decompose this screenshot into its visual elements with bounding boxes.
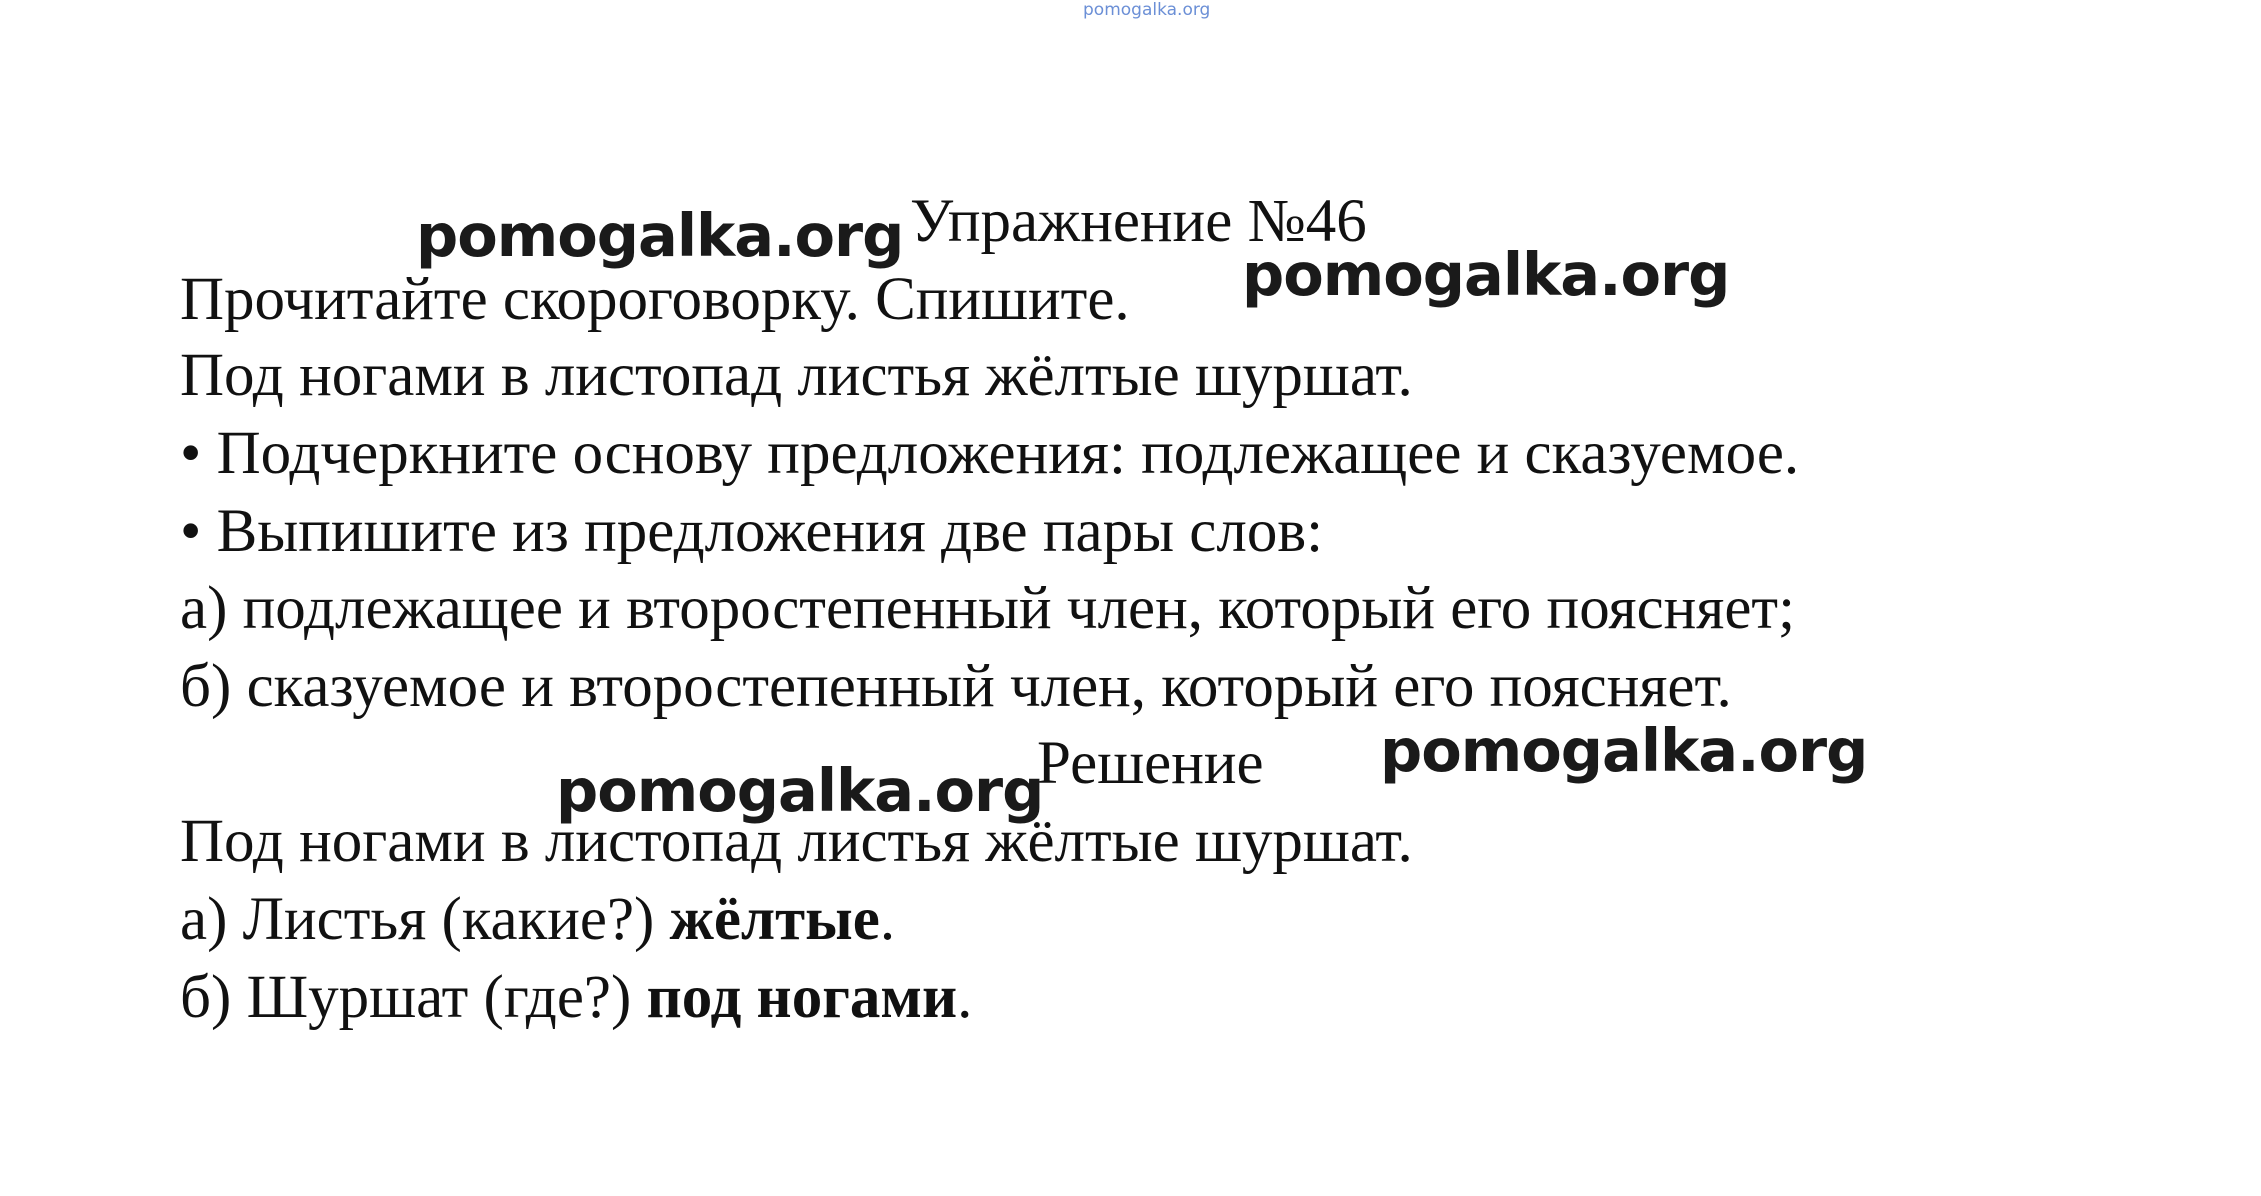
watermark: pomogalka.org xyxy=(416,201,904,270)
tongue-twister: Под ногами в листопад листья жёлтые шуршат. xyxy=(180,342,1413,409)
task-item-a: а) подлежащее и второстепенный член, который его поясняет; xyxy=(180,575,1796,642)
solution-title: Решение xyxy=(1037,730,1264,797)
solution-answer-a xyxy=(180,884,895,956)
answer-b-bold: под ногами xyxy=(646,964,958,1031)
answer-a-suffix: . xyxy=(879,886,896,953)
instruction-line: Прочитайте скороговорку. Спишите. xyxy=(180,266,1130,333)
task-item-b: б) сказуемое и второстепенный член, который его поясняет. xyxy=(180,653,1732,720)
watermark: pomogalka.org xyxy=(1242,240,1730,309)
solution-answer-b xyxy=(180,962,972,1034)
answer-a-prefix: а) Листья (какие?) xyxy=(180,886,670,953)
task-bullet-write-pairs: • Выпишите из предложения две пары слов: xyxy=(180,498,1324,565)
watermark: pomogalka.org xyxy=(1380,716,1868,785)
answer-b-suffix: . xyxy=(957,964,973,1031)
task-bullet-underline: • Подчеркните основу предложения: подлежащее и сказуемое. xyxy=(180,420,1800,487)
answer-a-bold: жёлтые xyxy=(669,886,880,953)
exercise-title: Упражнение №46 xyxy=(910,188,1367,255)
watermark: pomogalka.org xyxy=(556,756,1044,825)
site-link[interactable]: pomogalka.org xyxy=(1083,0,1211,20)
answer-b-prefix: б) Шуршат (где?) xyxy=(180,964,647,1031)
solution-sentence: Под ногами в листопад листья жёлтые шуршат. xyxy=(180,808,1413,875)
